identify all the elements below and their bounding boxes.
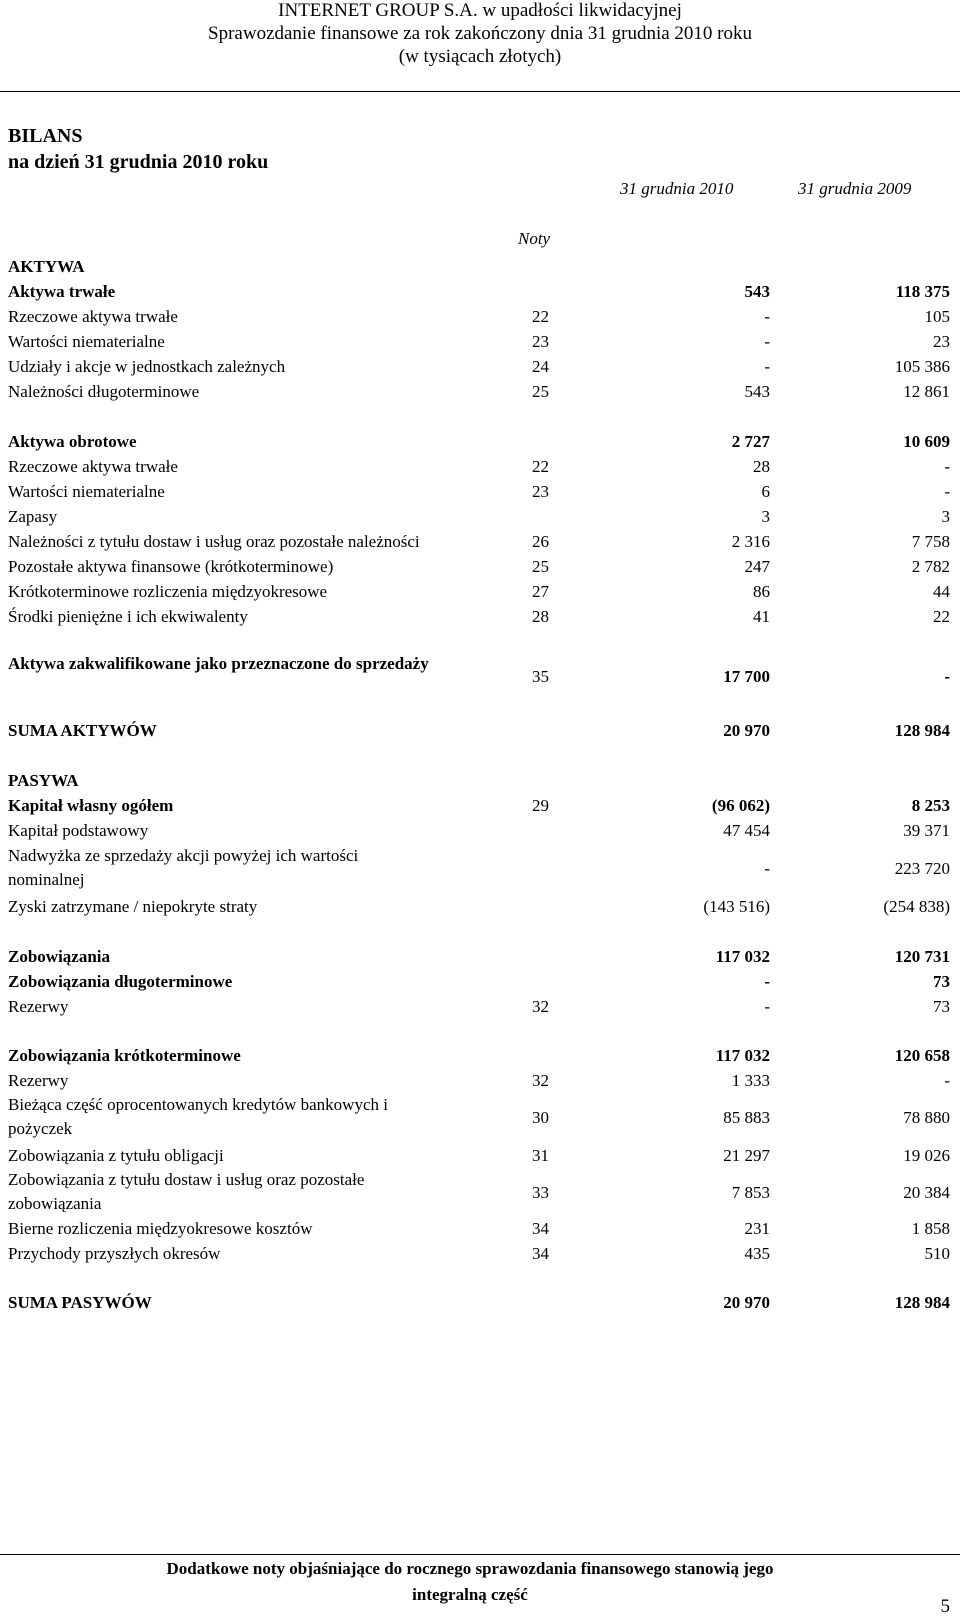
row-value-2010: 543: [744, 282, 770, 301]
column-header-2010: 31 grudnia 2010: [620, 179, 734, 198]
row-note: 33: [532, 1183, 549, 1202]
row-value-2009: 39 371: [903, 821, 950, 840]
table-row: [0, 1241, 960, 1266]
row-value-2010: 17 700: [723, 667, 770, 686]
table-row: [0, 1168, 960, 1218]
row-label: Zyski zatrzymane / niepokryte straty: [8, 897, 258, 916]
table-row: [0, 279, 960, 304]
row-value-2009: 105: [924, 307, 950, 326]
row-note: 29: [532, 796, 549, 815]
row-value-2010: 435: [744, 1244, 770, 1263]
row-label: Aktywa zakwalifikowane jako przeznaczone do sprzedaży: [8, 654, 429, 673]
row-note: 34: [532, 1244, 549, 1263]
row-label: Zobowiązania z tytułu obligacji: [8, 1146, 224, 1165]
row-note: 22: [532, 457, 549, 476]
row-label: Bierne rozliczenia międzyokresowe kosztów: [8, 1219, 313, 1238]
row-value-2010: 117 032: [715, 947, 770, 966]
row-value-2009: (254 838): [883, 897, 950, 916]
row-label: Rzeczowe aktywa trwałe: [8, 457, 178, 476]
row-label: Rezerwy: [8, 1071, 69, 1090]
row-value-2009: 120 658: [894, 1046, 950, 1065]
table-row: [0, 354, 960, 379]
row-label: Nadwyżka ze sprzedaży akcji powyżej ich wartości nominalnej: [8, 846, 359, 889]
row-label: Zobowiązania: [8, 947, 111, 966]
row-note: 22: [532, 307, 549, 326]
table-row: [0, 994, 960, 1019]
row-value-2009: -: [944, 457, 950, 476]
row-value-2010: -: [764, 997, 770, 1016]
row-value-2009: 128 984: [894, 721, 950, 740]
row-value-2010: 86: [753, 582, 770, 601]
table-row: [0, 894, 960, 919]
row-value-2009: 223 720: [894, 859, 950, 878]
row-label: Pozostałe aktywa finansowe (krótkoterminowe): [8, 557, 334, 576]
table-row: [0, 604, 960, 629]
page-number: 5: [940, 1596, 950, 1617]
table-row: [0, 793, 960, 818]
row-value-2010: -: [764, 332, 770, 351]
row-value-2009: 3: [941, 507, 950, 526]
row-value-2010: 2 316: [731, 532, 770, 551]
footer-line-2: integralną część: [412, 1585, 528, 1604]
row-value-2009: 20 384: [903, 1183, 950, 1202]
page-title: BILANS: [8, 125, 83, 147]
table-row: [0, 454, 960, 479]
row-value-2010: (143 516): [703, 897, 770, 916]
row-value-2010: 231: [744, 1219, 770, 1238]
row-value-2010: 20 970: [723, 1293, 770, 1312]
row-value-2009: -: [944, 1071, 950, 1090]
row-value-2010: 1 333: [731, 1071, 770, 1090]
row-label: Aktywa trwałe: [8, 282, 116, 301]
row-note: 26: [532, 532, 549, 551]
row-value-2010: 21 297: [723, 1146, 770, 1165]
row-label: Rezerwy: [8, 997, 69, 1016]
table-row: [0, 768, 960, 793]
table-row: [0, 1043, 960, 1068]
table-row: [0, 969, 960, 994]
table-row: [0, 652, 960, 702]
row-value-2010: 6: [761, 482, 770, 501]
row-label: Kapitał własny ogółem: [8, 796, 174, 815]
row-label: PASYWA: [8, 771, 79, 790]
row-value-2009: 2 782: [911, 557, 950, 576]
header-rule: [0, 91, 960, 92]
row-value-2009: 22: [933, 607, 950, 626]
table-row: [0, 1068, 960, 1093]
row-label: Wartości niematerialne: [8, 482, 165, 501]
row-value-2010: 7 853: [731, 1183, 770, 1202]
row-value-2010: 543: [744, 382, 770, 401]
header-report-title: Sprawozdanie finansowe za rok zakończony dnia 31 grudnia 2010 roku: [208, 23, 752, 44]
row-note: 27: [532, 582, 549, 601]
row-note: 30: [532, 1108, 549, 1127]
row-value-2010: -: [764, 859, 770, 878]
row-note: 34: [532, 1219, 549, 1238]
row-note: 32: [532, 1071, 549, 1090]
row-value-2009: 118 375: [895, 282, 950, 301]
column-header-notes: Noty: [518, 229, 551, 248]
row-value-2010: 247: [744, 557, 770, 576]
row-value-2009: 8 253: [911, 796, 950, 815]
row-value-2010: -: [764, 357, 770, 376]
document-header: [0, 0, 960, 92]
row-label: AKTYWA: [8, 257, 85, 276]
table-row: [0, 304, 960, 329]
row-value-2009: 23: [933, 332, 950, 351]
row-label: Środki pieniężne i ich ekwiwalenty: [8, 607, 248, 626]
table-row: [0, 944, 960, 969]
table-row: [0, 818, 960, 843]
table-row: [0, 479, 960, 504]
row-value-2010: 20 970: [723, 721, 770, 740]
row-label: SUMA PASYWÓW: [8, 1293, 152, 1312]
row-label: Rzeczowe aktywa trwałe: [8, 307, 178, 326]
row-label: Zobowiązania długoterminowe: [8, 972, 233, 991]
row-note: 31: [532, 1146, 549, 1165]
row-value-2010: 28: [753, 457, 770, 476]
row-label: SUMA AKTYWÓW: [8, 721, 157, 740]
row-note: 32: [532, 997, 549, 1016]
row-label: Wartości niematerialne: [8, 332, 165, 351]
table-row: [0, 254, 960, 279]
row-label: Udziały i akcje w jednostkach zależnych: [8, 357, 286, 376]
table-row: [0, 554, 960, 579]
row-value-2010: 3: [761, 507, 770, 526]
table-row: [0, 329, 960, 354]
column-header-2009: 31 grudnia 2009: [798, 179, 912, 198]
table-row: [0, 1290, 960, 1315]
row-value-2009: 10 609: [903, 432, 950, 451]
footer-note: [60, 1556, 880, 1608]
row-label: Bieżąca część oprocentowanych kredytów bankowych i pożyczek: [8, 1095, 388, 1138]
row-value-2009: 12 861: [903, 382, 950, 401]
row-value-2009: 128 984: [894, 1293, 950, 1312]
row-value-2010: -: [764, 972, 770, 991]
row-label: Zobowiązania krótkoterminowe: [8, 1046, 241, 1065]
row-value-2010: 117 032: [715, 1046, 770, 1065]
row-label: Przychody przyszłych okresów: [8, 1244, 221, 1263]
row-note: 24: [532, 357, 549, 376]
row-label: Należności z tytułu dostaw i usług oraz pozostałe należności: [8, 532, 420, 551]
table-row: [0, 379, 960, 404]
row-value-2010: (96 062): [711, 796, 770, 815]
row-value-2010: 85 883: [723, 1108, 770, 1127]
row-value-2009: 510: [924, 1244, 950, 1263]
row-value-2009: 7 758: [911, 532, 950, 551]
table-row: [0, 718, 960, 743]
row-value-2010: 47 454: [723, 821, 770, 840]
row-value-2009: 44: [933, 582, 950, 601]
header-company: INTERNET GROUP S.A. w upadłości likwidacyjnej: [278, 0, 682, 21]
row-label: Należności długoterminowe: [8, 382, 200, 401]
row-value-2009: 1 858: [911, 1219, 950, 1238]
page-subtitle: na dzień 31 grudnia 2010 roku: [8, 151, 269, 173]
row-note: 35: [532, 667, 549, 686]
row-value-2009: 73: [933, 972, 950, 991]
row-label: Kapitał podstawowy: [8, 821, 149, 840]
row-value-2009: -: [944, 482, 950, 501]
row-value-2009: 73: [933, 997, 950, 1016]
row-note: 23: [532, 332, 549, 351]
table-row: [0, 1143, 960, 1168]
row-note: 28: [532, 607, 549, 626]
row-note: 25: [532, 382, 549, 401]
table-row: [0, 844, 960, 894]
row-label: Zapasy: [8, 507, 58, 526]
row-value-2010: -: [764, 307, 770, 326]
row-value-2010: 41: [753, 607, 770, 626]
footer-rule: [0, 1554, 960, 1555]
row-value-2009: 78 880: [903, 1108, 950, 1127]
table-row: [0, 579, 960, 604]
row-value-2009: 105 386: [894, 357, 950, 376]
table-row: [0, 529, 960, 554]
row-label: Aktywa obrotowe: [8, 432, 137, 451]
row-label: Krótkoterminowe rozliczenia międzyokresowe: [8, 582, 328, 601]
row-value-2010: 2 727: [731, 432, 770, 451]
header-units: (w tysiącach złotych): [398, 46, 562, 67]
table-row: [0, 1216, 960, 1241]
footer-line-1: Dodatkowe noty objaśniające do rocznego sprawozdania finansowego stanowią jego: [166, 1559, 774, 1578]
row-value-2009: -: [944, 667, 950, 686]
row-value-2009: 120 731: [894, 947, 950, 966]
row-label: Zobowiązania z tytułu dostaw i usług oraz pozostałe zobowiązania: [8, 1170, 365, 1213]
table-row: [0, 429, 960, 454]
row-value-2009: 19 026: [903, 1146, 950, 1165]
table-row: [0, 1093, 960, 1143]
table-row: [0, 504, 960, 529]
row-note: 23: [532, 482, 549, 501]
row-note: 25: [532, 557, 549, 576]
